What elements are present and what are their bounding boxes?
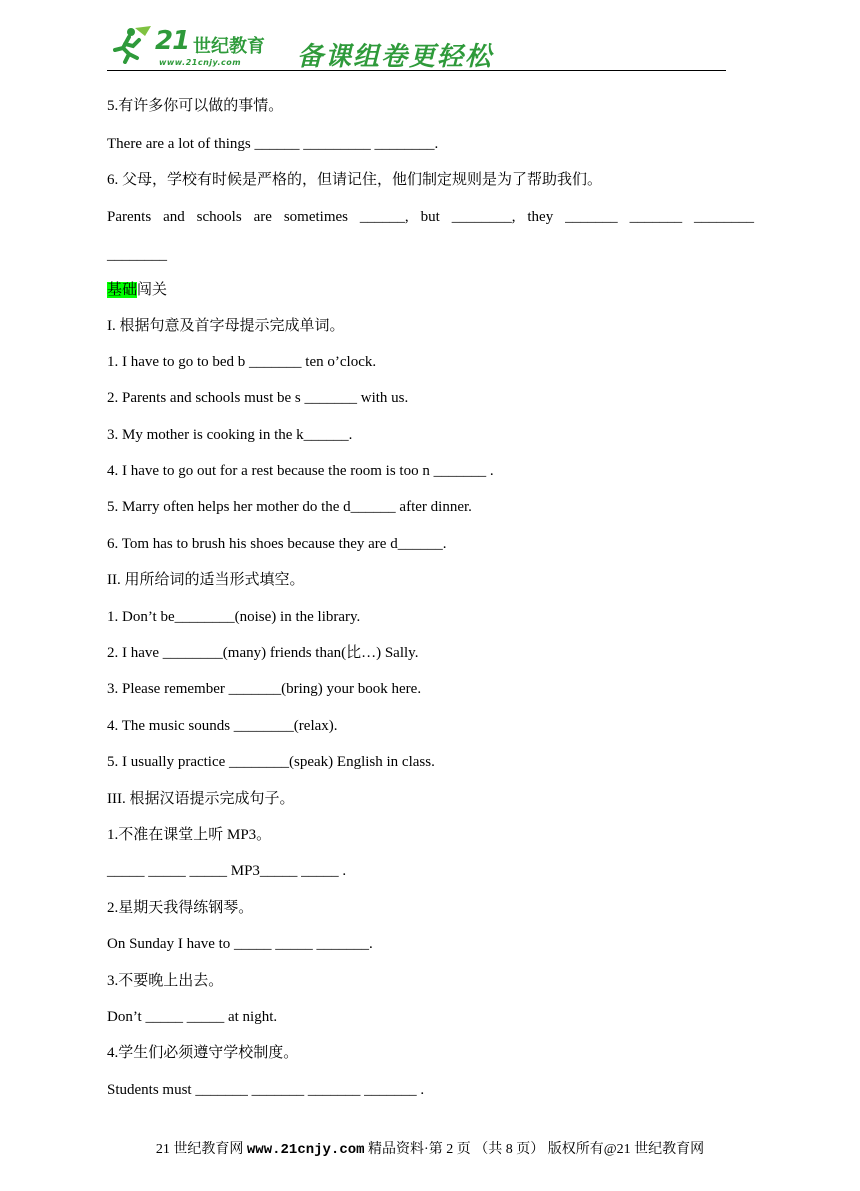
text-line: _____ _____ _____ MP3_____ _____ . — [107, 863, 347, 879]
text-line: 6. 父母，学校有时候是严格的，但请记住，他们制定规则是为了帮助我们。 — [107, 172, 603, 188]
text-line: 5.有许多你可以做的事情。 — [107, 98, 284, 114]
logo-text: 世纪教育 — [193, 36, 265, 57]
text-line: 6. Tom has to brush his shoes because they are d______. — [107, 536, 447, 552]
text-line: 5. Marry often helps her mother do the d______ after dinner. — [107, 499, 472, 515]
text-line: 2. I have ________(many) friends than(比…) Sally. — [107, 645, 419, 661]
text-line: Parents and schools are sometimes ______, but ________, they _______ _______ ________ — [107, 209, 754, 225]
running-man-logo-icon — [111, 24, 155, 64]
footer-site: 21 世纪教育网 — [155, 1142, 247, 1157]
text-line: Don’t _____ _____ at night. — [107, 1009, 278, 1025]
section-title — [107, 280, 167, 300]
text-line: II. 用所给词的适当形式填空。 — [107, 572, 305, 588]
text-line: 1. Don’t be________(noise) in the library. — [107, 609, 361, 625]
text-line: 4. The music sounds ________(relax). — [107, 718, 338, 734]
page-footer — [0, 1138, 860, 1158]
text-line: 2. Parents and schools must be s _______ with us. — [107, 390, 409, 406]
text-line: 1.不准在课堂上听 MP3。 — [107, 827, 272, 843]
text-line: 3.不要晚上出去。 — [107, 973, 224, 989]
text-line: 3. Please remember _______(bring) your book here. — [107, 681, 422, 697]
page-header — [107, 22, 726, 71]
logo-url: www.21cnjy.com — [159, 58, 242, 67]
text-line: ________ — [107, 247, 167, 263]
text-line: Students must _______ _______ _______ _______ . — [107, 1082, 425, 1098]
section-instruction: I. 根据句意及首字母提示完成单词。 — [107, 318, 345, 334]
text-line: 4. I have to go out for a rest because the room is too n _______ . — [107, 463, 494, 479]
text-line: On Sunday I have to _____ _____ _______. — [107, 936, 373, 952]
text-line: There are a lot of things ______ _________ ________. — [107, 136, 439, 152]
section-title-highlight: 基础 — [107, 282, 138, 298]
text-line: 5. I usually practice ________(speak) English in class. — [107, 754, 435, 770]
footer-page-info: 精品资料·第 2 页 （共 8 页） 版权所有@21 世纪教育网 — [364, 1142, 705, 1157]
footer-url[interactable]: www.21cnjy.com — [246, 1142, 365, 1158]
text-line: 1. I have to go to bed b _______ ten o’clock. — [107, 354, 377, 370]
text-line: III. 根据汉语提示完成句子。 — [107, 791, 295, 807]
header-slogan: 备课组卷更轻松 — [297, 42, 494, 72]
text-line: 4.学生们必须遵守学校制度。 — [107, 1045, 299, 1061]
section-title-rest: 闯关 — [137, 282, 168, 298]
logo-number: 21 — [155, 26, 190, 56]
text-line: 2.星期天我得练钢琴。 — [107, 900, 254, 916]
text-line: 3. My mother is cooking in the k______. — [107, 427, 353, 443]
